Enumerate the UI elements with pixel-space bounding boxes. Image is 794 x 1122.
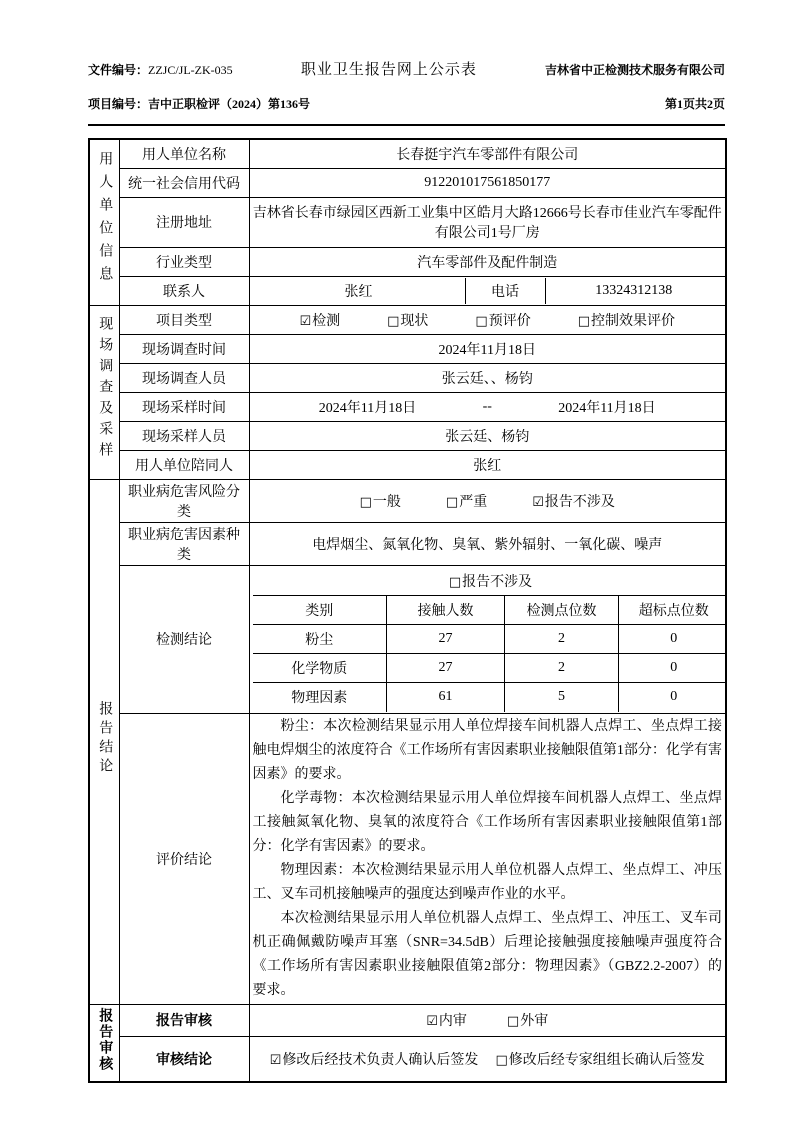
- evaluation-conclusion-text: [249, 713, 726, 1004]
- field-label-report-review: 报告审核: [119, 1004, 249, 1036]
- field-value-industry: 汽车零部件及配件制造: [249, 247, 726, 276]
- sampling-date-separator: --: [482, 398, 492, 414]
- field-label-evaluation-conclusion: 评价结论: [119, 713, 249, 1004]
- header-row-1: [88, 58, 725, 79]
- checkbox-checked-icon: ☑: [269, 1052, 282, 1068]
- field-label-credit-code: 统一社会信用代码: [119, 168, 249, 197]
- cell-category: 粉尘: [253, 625, 387, 654]
- option-label: 现状: [400, 313, 429, 329]
- field-label-employer-name: 用人单位名称: [119, 139, 249, 168]
- group-report-review: [89, 1004, 119, 1082]
- checkbox-unchecked-icon: □: [495, 1052, 508, 1068]
- document-number: [88, 61, 233, 78]
- risk-class-options: [249, 479, 726, 522]
- field-label-review-result: 审核结论: [119, 1036, 249, 1082]
- checkbox-option-detection: [299, 310, 340, 330]
- contact-phone-cell: [249, 276, 726, 305]
- option-label: 一般: [372, 494, 401, 510]
- review-result-options: [249, 1036, 726, 1082]
- table-row: [253, 654, 727, 683]
- field-value-hazard-types: 电焊烟尘、氮氧化物、臭氧、紫外辐射、一氧化碳、噪声: [249, 522, 726, 565]
- option-label: 内审: [438, 1014, 467, 1029]
- field-label-project-type: 项目类型: [119, 305, 249, 334]
- checkbox-option-external-review: [507, 1010, 548, 1030]
- field-label-escort: 用人单位陪同人: [119, 450, 249, 479]
- cell-category: 物理因素: [253, 683, 387, 712]
- field-value-escort: 张红: [249, 450, 726, 479]
- option-label: 检测: [312, 313, 341, 329]
- option-label: 报告不涉及: [544, 494, 615, 510]
- field-value-credit-code: 912201017561850177: [249, 168, 726, 197]
- header-row-2: [88, 95, 725, 112]
- table-row: [253, 625, 727, 654]
- field-label-sampling-date: 现场采样时间: [119, 392, 249, 421]
- field-label-phone: 电话: [466, 278, 546, 304]
- header-divider: [88, 124, 725, 126]
- checkbox-option-control-effect: [578, 310, 675, 330]
- field-label-contact: 联系人: [119, 276, 249, 305]
- detection-conclusion-cell: [249, 565, 726, 713]
- checkbox-checked-icon: ☑: [426, 1014, 438, 1029]
- cell-category: 化学物质: [253, 654, 387, 683]
- checkbox-checked-icon: ☑: [299, 313, 312, 329]
- document-number-value: ZZJC/JL-ZK-035: [148, 63, 233, 77]
- field-label-industry: 行业类型: [119, 247, 249, 276]
- cell-points-tested: 2: [505, 654, 619, 683]
- report-review-options: [249, 1004, 726, 1036]
- table-row: [253, 683, 727, 712]
- sampling-date-end: 2024年11月18日: [558, 400, 656, 416]
- detection-table: [253, 567, 727, 712]
- field-value-sampling-date: [249, 392, 726, 421]
- column-header-points-exceeding: 超标点位数: [619, 596, 727, 625]
- evaluation-paragraph-physical: 物理因素：本次检测结果显示用人单位机器人点焊工、坐点焊工、冲压工、叉车司机接触噪声的强度达到噪声作业的水平。: [252, 862, 722, 902]
- project-type-options: [249, 305, 726, 334]
- checkbox-unchecked-icon: □: [577, 313, 590, 329]
- cell-points-exceeding: 0: [619, 625, 727, 654]
- detection-header-row: [253, 596, 727, 625]
- option-label: 外审: [520, 1014, 549, 1029]
- group-site-survey: [89, 305, 119, 479]
- evaluation-paragraph-noise: 本次检测结果显示用人单位机器人点焊工、坐点焊工、冲压工、叉车司机正确佩戴防噪声耳塞（SNR=34.5dB）后理论接触强度接触噪声强度符合《工作场所有害因素职业接触限值第2部分：物理因素》（GBZ2.2-2007）的要求。: [252, 910, 722, 998]
- field-label-risk-class: 职业病危害风险分类: [119, 479, 249, 522]
- checkbox-unchecked-icon: □: [448, 574, 462, 590]
- field-value-survey-staff: 张云廷、、杨钧: [249, 363, 726, 392]
- checkbox-option-pre-evaluation: [475, 310, 530, 330]
- project-number: 项目编号：吉中正职检评（2024）第136号: [88, 97, 311, 111]
- cell-points-tested: 2: [505, 625, 619, 654]
- checkbox-option-general: [360, 491, 401, 511]
- checkbox-option-internal-review: [426, 1010, 467, 1030]
- checkbox-unchecked-icon: □: [359, 494, 372, 510]
- field-label-detection-conclusion: 检测结论: [119, 565, 249, 713]
- field-label-address: 注册地址: [119, 197, 249, 247]
- option-label: 修改后经专家组组长确认后签发: [508, 1052, 705, 1068]
- option-label: 报告不涉及: [462, 574, 533, 590]
- cell-exposed-count: 27: [387, 625, 505, 654]
- company-name: 吉林省中正检测技术服务有限公司: [544, 63, 725, 77]
- column-header-points-tested: 检测点位数: [505, 596, 619, 625]
- checkbox-option-tech-lead-signoff: [270, 1049, 479, 1069]
- option-label: 修改后经技术负责人确认后签发: [282, 1052, 479, 1068]
- group-report-conclusion: [89, 479, 119, 1004]
- field-label-sampling-staff: 现场采样人员: [119, 421, 249, 450]
- sampling-date-start: 2024年11月18日: [318, 400, 417, 416]
- checkbox-unchecked-icon: □: [506, 1014, 520, 1029]
- checkbox-option-status-quo: [387, 310, 428, 330]
- group-report-conclusion-label: 报告结论: [97, 701, 113, 777]
- group-employer-info: [89, 139, 119, 305]
- cell-exposed-count: 61: [387, 683, 505, 712]
- evaluation-paragraph-chemical: 化学毒物：本次检测结果显示用人单位焊接车间机器人点焊工、坐点焊工接触氮氧化物、臭氧的浓度符合《工作场所有害因素职业接触限值第1部分：化学有害因素》的要求。: [252, 790, 722, 854]
- option-label: 控制效果评价: [590, 313, 675, 329]
- form-table: [88, 138, 727, 1083]
- field-value-phone: 13324312138: [595, 282, 673, 298]
- field-value-address: 吉林省长春市绿园区西新工业集中区皓月大路12666号长春市佳业汽车零配件有限公司1号厂房: [249, 197, 726, 247]
- checkbox-unchecked-icon: □: [445, 494, 459, 510]
- checkbox-unchecked-icon: □: [475, 313, 488, 329]
- cell-points-exceeding: 0: [619, 654, 727, 683]
- field-label-hazard-types: 职业病危害因素种类: [119, 522, 249, 565]
- form-sheet: [88, 58, 725, 1083]
- option-label: 预评价: [488, 313, 531, 329]
- page-indicator: 第1页共2页: [664, 97, 725, 111]
- group-employer-info-label: 用人单位信息: [97, 150, 113, 289]
- cell-exposed-count: 27: [387, 654, 505, 683]
- checkbox-option-not-involved: [532, 491, 615, 511]
- checkbox-checked-icon: ☑: [532, 494, 544, 510]
- page-title: 职业卫生报告网上公示表: [300, 62, 477, 78]
- field-label-survey-staff: 现场调查人员: [119, 363, 249, 392]
- field-label-survey-date: 现场调查时间: [119, 334, 249, 363]
- evaluation-paragraph-dust: 粉尘：本次检测结果显示用人单位焊接车间机器人点焊工、坐点焊工接触电焊烟尘的浓度符合《工作场所有害因素职业接触限值第1部分：化学有害因素》的要求。: [252, 718, 722, 782]
- field-value-employer-name: 长春挺宇汽车零部件有限公司: [249, 139, 726, 168]
- group-report-review-label: 报告审核: [97, 1008, 113, 1073]
- cell-points-tested: 5: [505, 683, 619, 712]
- column-header-category: 类别: [253, 596, 387, 625]
- option-label: 严重: [459, 494, 488, 510]
- checkbox-option-expert-lead-signoff: [496, 1049, 705, 1069]
- column-header-exposed-count: 接触人数: [387, 596, 505, 625]
- detection-not-involved-option: [253, 567, 727, 596]
- checkbox-option-severe: [446, 491, 487, 511]
- document-number-label: 文件编号：: [88, 63, 149, 77]
- checkbox-unchecked-icon: □: [387, 313, 400, 329]
- field-value-contact: 张红: [253, 278, 466, 304]
- group-site-survey-label: 现场调查及采样: [97, 316, 113, 463]
- field-value-survey-date: 2024年11月18日: [249, 334, 726, 363]
- field-value-sampling-staff: 张云廷、杨钧: [249, 421, 726, 450]
- cell-points-exceeding: 0: [619, 683, 727, 712]
